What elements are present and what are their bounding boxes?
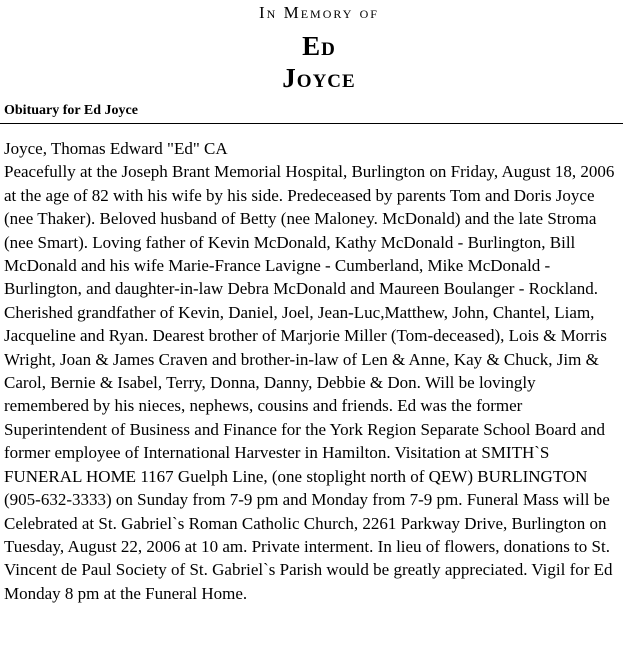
obituary-body: Peacefully at the Joseph Brant Memorial Hospital, Burlington on Friday, August 18, 2006 at the age of 82 with his wife by his side. Predeceased by parents Tom and Doris Joyce (nee Thaker). Beloved husband of Betty (nee Maloney. McDonald) and the late Stroma (nee Smart). Loving father of Kevin McDonald, Kathy McDonald - Burlington, Bill McDonald and his wife Marie-France Lavigne - Cumberland, Mike McDonald - Burlington, and daughter-in-law Debra McDonald and Maureen Boulanger - Rockland. Cherished grandfather of Kevin, Daniel, Joel, Jean-Luc,Matthew, John, Chantel, Liam, Jacqueline and Ryan. Dearest brother of Marjorie Miller (Tom-deceased), Lois & Morris Wright, Joan & James Craven and brother-in-law of Len & Anne, Kay & Chuck, Jim & Carol, Bernie & Isabel, Terry, Donna, Danny, Debbie & Don. Will be lovingly remembered by his nieces, nephews, cousins and friends. Ed was the former Superintendent of Business and Finance for the York Region Separate School Board and former employee of International Harvester in Hamilton. Visitation at SMITH`S FUNERAL HOME 1167 Guelph Line, (one stoplight north of QEW) BURLINGTON (905-632-3333) on Sunday from 7-9 pm and Monday from 7-9 pm. Funeral Mass will be Celebrated at St. Gabriel`s Roman Catholic Church, 2261 Parkway Drive, Burlington on Tuesday, August 22, 2006 at 10 am. Private interment. In lieu of flowers, donations to St. Vincent de Paul Society of St. Gabriel`s Parish would be greatly appreciated. Vigil for Ed Monday 8 pm at the Funeral Home. xyxy=(4,162,615,603)
obituary-text xyxy=(4,137,622,605)
divider xyxy=(0,123,623,124)
deceased-last-name: Joyce xyxy=(282,63,356,93)
obituary-label: Obituary for Ed Joyce xyxy=(4,103,138,118)
in-memory-of-heading: In Memory of xyxy=(259,3,379,22)
obituary-heading: Joyce, Thomas Edward "Ed" CA xyxy=(4,139,228,158)
deceased-first-name: Ed xyxy=(302,31,336,61)
